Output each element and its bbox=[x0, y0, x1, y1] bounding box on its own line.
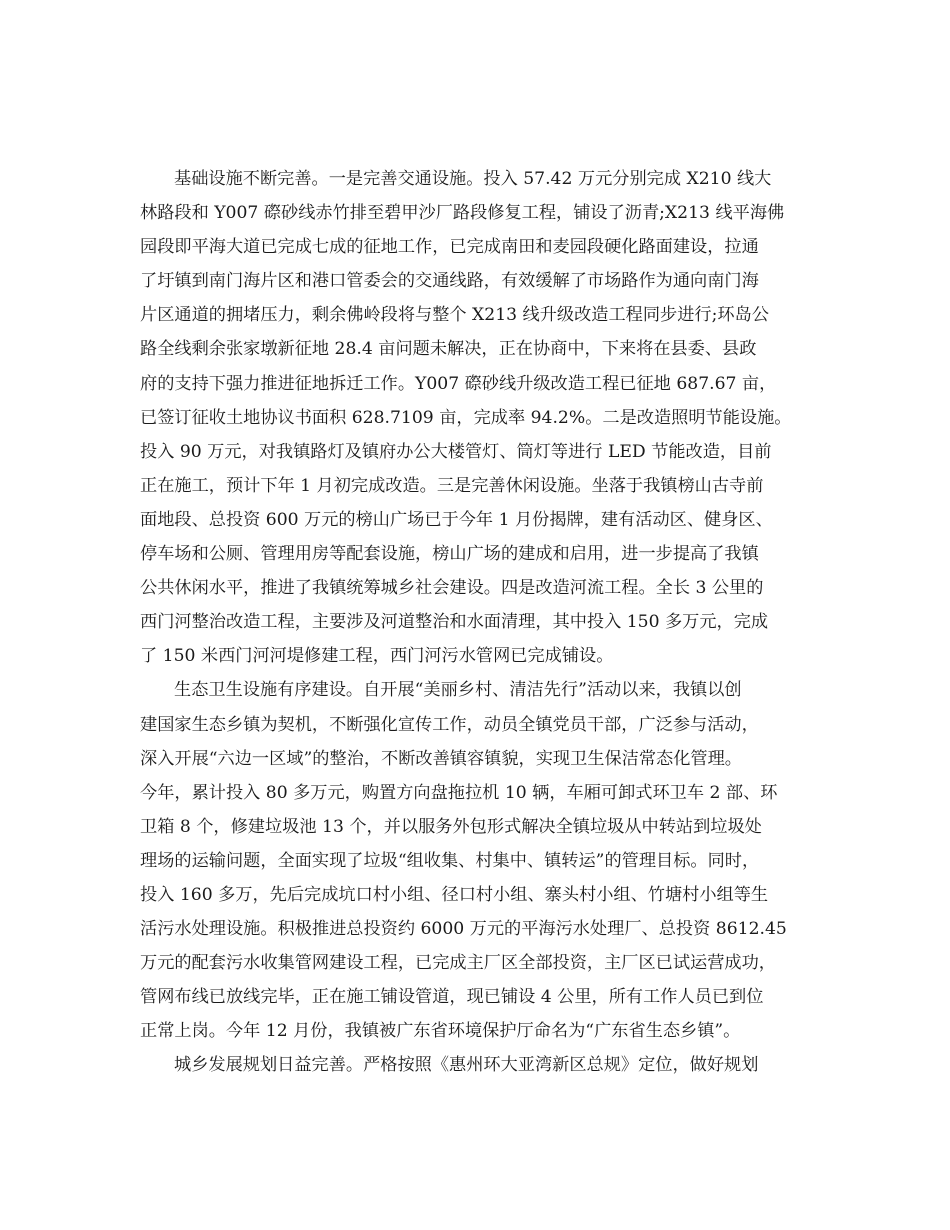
text-line: 了 150 米西门河河堤修建工程，西门河污水管网已完成铺设。 bbox=[140, 646, 614, 667]
text-line: 了圩镇到南门海片区和港口管委会的交通线路，有效缓解了市场路作为通向南门海 bbox=[140, 271, 759, 292]
text-line: 投入 90 万元，对我镇路灯及镇府办公大楼管灯、筒灯等进行 LED 节能改造，目前 bbox=[140, 441, 772, 462]
text-line: 卫箱 8 个，修建垃圾池 13 个，并以服务外包形式解决全镇垃圾从中转站到垃圾处 bbox=[140, 816, 762, 837]
text-line: 正在施工，预计下年 1 月初完成改造。三是完善休闲设施。坐落于我镇榜山古寺前 bbox=[140, 475, 764, 496]
paragraph bbox=[140, 673, 820, 1048]
text-line: 活污水处理设施。积极推进总投资约 6000 万元的平海污水处理厂、总投资 8612.45 bbox=[140, 919, 787, 940]
text-line: 林路段和 Y007 磜砂线赤竹排至碧甲沙厂路段修复工程，铺设了沥青;X213 线平海佛 bbox=[140, 203, 785, 224]
paragraph bbox=[140, 1048, 820, 1082]
text-line: 生态卫生设施有序建设。自开展“美丽乡村、清洁先行”活动以来，我镇以创 bbox=[174, 680, 742, 701]
text-line: 今年，累计投入 80 多万元，购置方向盘拖拉机 10 辆，车厢可卸式环卫车 2 部、环 bbox=[140, 782, 778, 803]
text-line: 管网布线已放线完毕，正在施工铺设管道，现已铺设 4 公里，所有工作人员已到位 bbox=[140, 987, 764, 1008]
text-line: 建国家生态乡镇为契机，不断强化宣传工作，动员全镇党员干部，广泛参与活动， bbox=[140, 714, 759, 735]
text-line: 理场的运输问题，全面实现了垃圾“组收集、村集中、镇转运”的管理目标。同时， bbox=[140, 850, 760, 871]
text-line: 已签订征收土地协议书面积 628.7109 亩，完成率 94.2%。二是改造照明节能设施。 bbox=[140, 407, 792, 428]
text-line: 停车场和公厕、管理用房等配套设施，榜山广场的建成和启用，进一步提高了我镇 bbox=[140, 544, 759, 565]
text-line: 城乡发展规划日益完善。严格按照《惠州环大亚湾新区总规》定位，做好规划 bbox=[174, 1055, 759, 1076]
document-page bbox=[140, 0, 820, 1230]
text-line: 深入开展“六边一区域”的整治，不断改善镇容镇貌，实现卫生保洁常态化管理。 bbox=[140, 748, 742, 769]
text-line: 园段即平海大道已完成七成的征地工作，已完成南田和麦园段硬化路面建设，拉通 bbox=[140, 237, 759, 258]
text-line: 公共休闲水平，推进了我镇统筹城乡社会建设。四是改造河流工程。全长 3 公里的 bbox=[140, 578, 764, 599]
text-line: 投入 160 多万，先后完成坑口村小组、径口村小组、寨头村小组、竹塘村小组等生 bbox=[140, 884, 769, 905]
text-line: 片区通道的拥堵压力，剩余佛岭段将与整个 X213 线升级改造工程同步进行;环岛公 bbox=[140, 305, 769, 326]
text-line: 西门河整治改造工程，主要涉及河道整治和水面清理，其中投入 150 多万元，完成 bbox=[140, 612, 769, 633]
text-line: 基础设施不断完善。一是完善交通设施。投入 57.42 万元分别完成 X210 线大 bbox=[174, 169, 772, 189]
text-line: 面地段、总投资 600 万元的榜山广场已于今年 1 月份揭牌，建有活动区、健身区、 bbox=[140, 509, 773, 530]
document-body bbox=[140, 162, 820, 1083]
text-line: 路全线剩余张家墩新征地 28.4 亩问题未解决，正在协商中，下来将在县委、县政 bbox=[140, 339, 757, 360]
paragraph bbox=[140, 162, 820, 673]
text-line: 正常上岗。今年 12 月份，我镇被广东省环境保护厅命名为“广东省生态乡镇”。 bbox=[140, 1021, 741, 1042]
text-line: 府的支持下强力推进征地拆迁工作。Y007 磜砂线升级改造工程已征地 687.67 亩， bbox=[140, 373, 777, 394]
text-line: 万元的配套污水收集管网建设工程，已完成主厂区全部投资，主厂区已试运营成功， bbox=[140, 953, 776, 974]
